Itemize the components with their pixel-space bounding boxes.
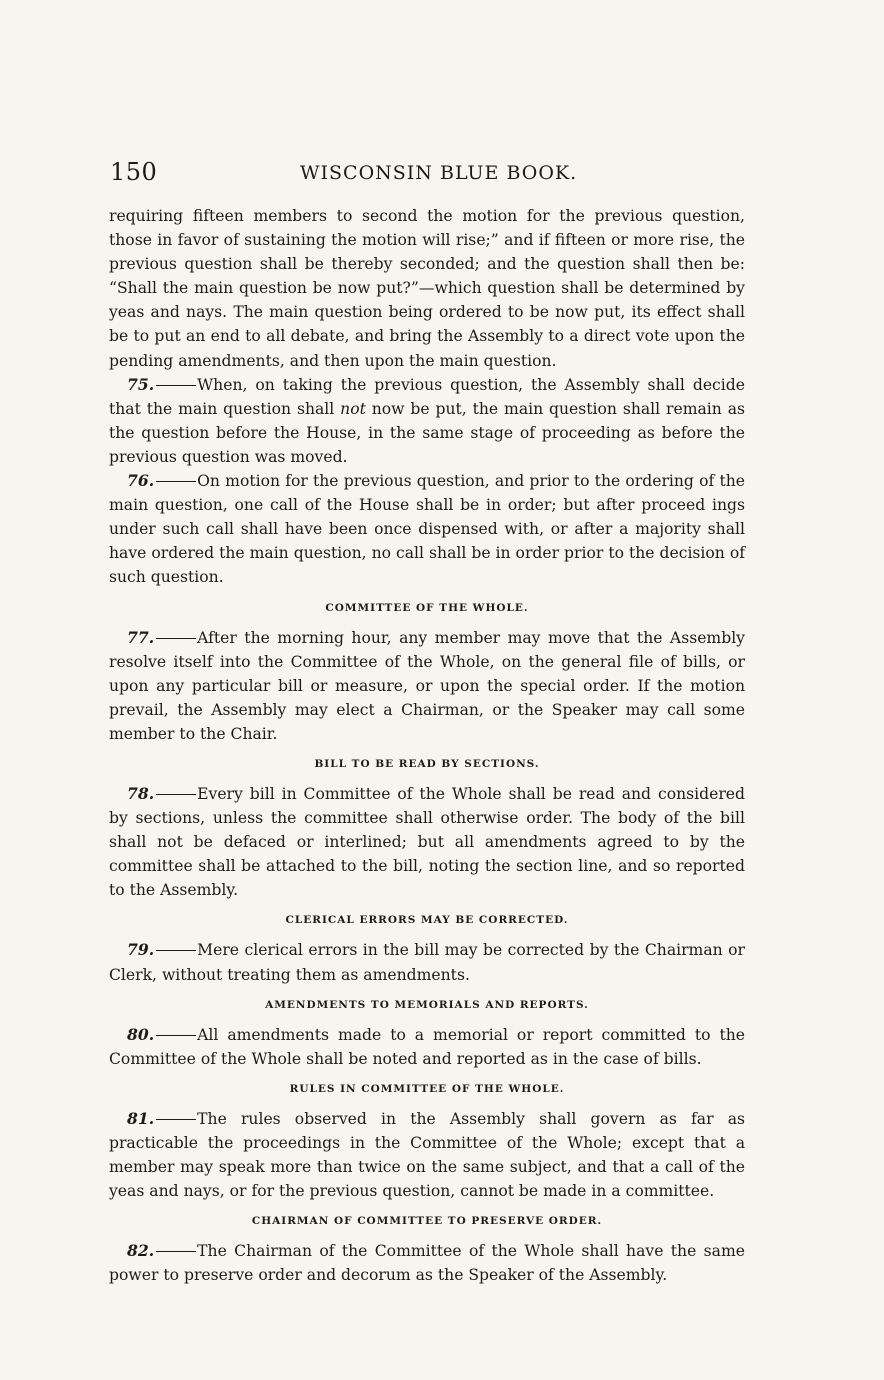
rule-paragraph	[109, 1023, 745, 1071]
rule-76	[109, 469, 745, 589]
page-header	[110, 158, 750, 190]
rule-text: On motion for the previous question, and prior to the ordering of the main question, one call of the House shall be in order; but after proceed ings under such call shall have been once dispensed with, or after a majority shall have ordered the main question, no call shall be in order prior to the decision of such question.	[109, 472, 745, 587]
rule-text: The rules observed in the Assembly shall govern as far as practicable the proceedings in the Committee of the Whole; except that a member may speak more than twice on the same subject, and that a call of the yeas and nays, or for the previous question, cannot be made in a committee.	[109, 1109, 745, 1201]
section-heading: COMMITTEE OF THE WHOLE.	[325, 601, 529, 614]
rule-75	[109, 373, 745, 469]
rule-paragraph	[109, 782, 745, 902]
section-heading: RULES IN COMMITTEE OF THE WHOLE.	[289, 1082, 565, 1095]
rule-text: Every bill in Committee of the Whole shall be read and considered by sections, unless the committee shall otherwise order. The body of the bill shall not be defaced or interlined; but all amendments agreed to by the committee shall be attached to the bill, noting the section line, and so reported to the Assembly.	[109, 784, 745, 900]
section-heading: CLERICAL ERRORS MAY BE CORRECTED.	[285, 914, 569, 927]
em-dash	[156, 950, 196, 951]
rule-text: After the morning hour, any member may move that the Assembly resolve itself into the Committee of the Whole, on the general file of bills, or upon any particular bill or measure, or upon the special order. If the motion prevail, the Assembly may elect a Chairman, or the Speaker may call some member to the Chair.	[109, 628, 745, 743]
rule-text: All amendments made to a memorial or report committed to the Committee of the Whole shall be noted and reported as in the case of bills.	[109, 1025, 745, 1068]
rule-number: 79.	[127, 940, 155, 960]
rule-number: 75.	[127, 374, 155, 394]
rule-number: 80.	[127, 1024, 155, 1044]
rule-number: 77.	[127, 627, 155, 647]
rule-emphasis: not	[340, 399, 366, 418]
em-dash	[156, 794, 196, 795]
em-dash	[156, 481, 196, 482]
rule-number: 82.	[127, 1241, 155, 1261]
page-number: 150	[110, 158, 158, 186]
rule-paragraph	[109, 373, 745, 469]
rule-text: Mere clerical errors in the bill may be corrected by the Chairman or Clerk, without treating them as amendments.	[109, 941, 745, 984]
rule-paragraph	[109, 469, 745, 589]
rule-text: The Chairman of the Committee of the Whole shall have the same power to preserve order and decorum as the Speaker of the Assembly.	[109, 1242, 745, 1285]
page-body	[109, 204, 745, 1287]
rule-paragraph	[109, 1107, 745, 1203]
rule-82	[109, 1239, 745, 1287]
rule-paragraph	[109, 1239, 745, 1287]
em-dash	[156, 1035, 196, 1036]
rule-paragraph	[109, 626, 745, 746]
em-dash	[156, 638, 196, 639]
section-heading: AMENDMENTS TO MEMORIALS AND REPORTS.	[265, 998, 589, 1011]
rule-paragraph	[109, 938, 745, 986]
section-heading: BILL TO BE READ BY SECTIONS.	[314, 757, 540, 770]
rule-number: 78.	[127, 783, 155, 803]
em-dash	[156, 1119, 196, 1120]
rule-text: When, on taking the previous question, the Assembly shall decide that the main question shall	[109, 375, 745, 418]
continuation-paragraph: requiring fifteen members to second the motion for the previous question, those in favor of sustaining the motion will rise;” and if fifteen or more rise, the previous question shall be thereby seconded; and the question shall then be: “Shall the main question be now put?”—which question shall be determined by yeas and nays. The main question being ordered to be now put, its effect shall be to put an end to all debate, and bring the Assembly to a direct vote upon the pending amendments, and then upon the main question.	[109, 207, 745, 370]
em-dash	[156, 385, 196, 386]
rule-78	[109, 782, 745, 902]
rule-77	[109, 626, 745, 746]
rule-81	[109, 1107, 745, 1203]
rule-number: 81.	[127, 1108, 155, 1128]
rule-80	[109, 1023, 745, 1071]
rule-text: now be put, the main question shall remain as the question before the House, in the same stage of proceeding as before the previous question was moved.	[109, 399, 745, 466]
rule-79	[109, 938, 745, 986]
rule-number: 76.	[127, 471, 155, 491]
em-dash	[156, 1251, 196, 1252]
section-heading: CHAIRMAN OF COMMITTEE TO PRESERVE ORDER.	[251, 1215, 603, 1228]
running-head: WISCONSIN BLUE BOOK.	[300, 162, 578, 184]
